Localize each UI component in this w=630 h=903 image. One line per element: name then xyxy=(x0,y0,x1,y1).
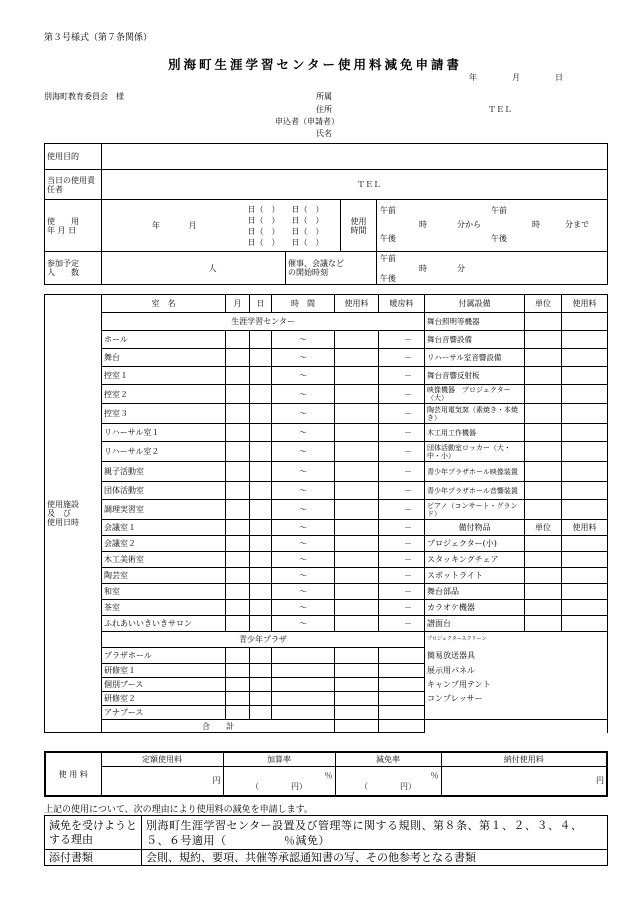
time-cell[interactable]: ～ xyxy=(272,442,335,462)
room-name: プラザホール xyxy=(102,648,226,664)
goods-fee[interactable] xyxy=(562,648,608,664)
facility-header: 暖房料 xyxy=(379,295,425,313)
hour-label-2: 時 xyxy=(532,220,540,229)
goods-fee[interactable] xyxy=(562,568,608,584)
reason-label: 減免を受けようとする理由 xyxy=(45,816,142,850)
empty-cell xyxy=(425,720,608,733)
facility-table xyxy=(44,294,608,733)
time-cell[interactable]: ～ xyxy=(272,424,335,442)
fee-cell[interactable] xyxy=(335,584,379,600)
equipment-fee[interactable] xyxy=(562,462,608,482)
equipment-unit[interactable] xyxy=(525,442,562,462)
section-heading: 生涯学習センター xyxy=(102,313,425,331)
participants-field[interactable] xyxy=(102,252,286,285)
equipment-unit[interactable] xyxy=(525,367,562,385)
to-label: 分まで xyxy=(565,220,589,229)
empty-cell xyxy=(425,706,608,720)
time-cell[interactable]: ～ xyxy=(272,568,335,584)
facility-side-label: 使用施設 及 び 使用日時 xyxy=(45,295,102,733)
room-name: 木工美術室 xyxy=(102,552,226,568)
month-cell[interactable] xyxy=(226,331,250,349)
name-label: 氏名 xyxy=(316,129,332,138)
fixed-fee-field[interactable] xyxy=(101,766,223,796)
month-label: 月 xyxy=(188,221,197,230)
time-cell[interactable]: ～ xyxy=(272,482,335,500)
month-cell[interactable] xyxy=(226,616,250,632)
room-name: 控室１ xyxy=(102,367,226,385)
equipment-unit[interactable] xyxy=(525,331,562,349)
heating-cell[interactable]: － xyxy=(379,482,425,500)
equipment-header: 使用料 xyxy=(562,295,608,313)
time-cell[interactable] xyxy=(272,706,335,720)
fee-header-payable: 納付使用料 xyxy=(441,752,607,766)
fee-cell[interactable] xyxy=(335,349,379,367)
time-cell[interactable] xyxy=(272,664,335,678)
facility-header: 月 xyxy=(226,295,250,313)
people-label: 人 xyxy=(208,263,217,273)
heating-cell[interactable]: － xyxy=(379,552,425,568)
am-label: 午前 xyxy=(380,206,396,215)
form-number: 第３号様式（第７条関係） xyxy=(44,33,153,43)
hour-label-3: 時 xyxy=(419,264,427,273)
equipment-fee[interactable] xyxy=(562,442,608,462)
equipment-name: 舞台音響反射板 xyxy=(425,367,525,385)
goods-name: カラオケ機器 xyxy=(425,600,525,616)
equipment-unit[interactable] xyxy=(525,313,562,331)
participants-label: 参加予定 人 数 xyxy=(45,252,102,285)
facility-header: 使用料 xyxy=(335,295,379,313)
address-label: 住所 xyxy=(316,105,332,114)
manager-field[interactable] xyxy=(102,170,608,200)
applicant-label: 申込者（申請者） xyxy=(275,117,339,126)
goods-unit[interactable] xyxy=(525,692,562,706)
room-name: ふれあいいきいきサロン xyxy=(102,616,226,632)
day-cell[interactable] xyxy=(250,500,272,520)
goods-unit[interactable] xyxy=(525,552,562,568)
month-cell[interactable] xyxy=(226,349,250,367)
goods-name: スタッキングチェア xyxy=(425,552,525,568)
day-cell[interactable] xyxy=(250,678,272,692)
equipment-fee[interactable] xyxy=(562,349,608,367)
room-name: リハーサル室２ xyxy=(102,442,226,462)
month-cell[interactable] xyxy=(226,442,250,462)
surcharge-field[interactable] xyxy=(223,766,335,796)
time-cell[interactable]: ～ xyxy=(272,385,335,404)
month-cell[interactable] xyxy=(226,520,250,536)
month-cell[interactable] xyxy=(226,462,250,482)
fee-cell[interactable] xyxy=(335,678,379,692)
day-cell[interactable] xyxy=(250,462,272,482)
equipment-name: 舞台音響設備 xyxy=(425,331,525,349)
goods-fee[interactable] xyxy=(562,692,608,706)
heating-cell[interactable]: － xyxy=(379,616,425,632)
equipment-fee[interactable] xyxy=(562,482,608,500)
month-cell[interactable] xyxy=(226,584,250,600)
goods-fee[interactable] xyxy=(562,678,608,692)
heating-cell[interactable]: － xyxy=(379,462,425,482)
month-cell[interactable] xyxy=(226,692,250,706)
time-cell[interactable] xyxy=(272,678,335,692)
heating-cell[interactable]: － xyxy=(379,349,425,367)
fee-cell[interactable] xyxy=(335,706,379,720)
day-cell[interactable] xyxy=(250,692,272,706)
fee-cell[interactable] xyxy=(335,692,379,706)
heating-cell[interactable]: － xyxy=(379,424,425,442)
room-name: 団体活動室 xyxy=(102,482,226,500)
fee-header-surcharge: 加算率 xyxy=(223,752,335,766)
reason-text: 別海町生涯学習センター設置及び管理等に関する規則、第８条、第１、２、３、４、５、６号適用（ ％減免） xyxy=(142,816,608,850)
equipment-unit[interactable] xyxy=(525,424,562,442)
equipment-name: 青少年プラザホール音響装置 xyxy=(425,482,525,500)
facility-header: 時 間 xyxy=(272,295,335,313)
room-name: 控室３ xyxy=(102,404,226,424)
goods-name: キャンプ用テント xyxy=(425,678,525,692)
fee-cell[interactable] xyxy=(335,331,379,349)
equipment-unit[interactable] xyxy=(525,500,562,520)
room-name: 会議室１ xyxy=(102,520,226,536)
day-cell[interactable] xyxy=(250,616,272,632)
time-cell[interactable]: ～ xyxy=(272,520,335,536)
equipment-unit[interactable] xyxy=(525,349,562,367)
date-label: 使 用 年 月 日 xyxy=(45,200,102,252)
total-label: 合 計 xyxy=(102,720,335,733)
fee-cell[interactable] xyxy=(335,648,379,664)
goods-unit[interactable] xyxy=(525,568,562,584)
time-cell[interactable]: ～ xyxy=(272,349,335,367)
goods-unit[interactable] xyxy=(525,648,562,664)
purpose-field[interactable] xyxy=(102,144,608,170)
heating-cell[interactable]: － xyxy=(379,404,425,424)
room-name: 個別ブース xyxy=(102,678,226,692)
time-cell[interactable]: ～ xyxy=(272,536,335,552)
day-cell[interactable] xyxy=(250,367,272,385)
equipment-name: ピアノ（コンサート・グランド） xyxy=(425,500,525,520)
goods-unit[interactable] xyxy=(525,632,562,648)
event-start-field[interactable] xyxy=(377,252,608,285)
day-cell[interactable] xyxy=(250,331,272,349)
equipment-fee[interactable] xyxy=(562,404,608,424)
month-cell[interactable] xyxy=(226,648,250,664)
attach-label: 添付書類 xyxy=(45,850,142,866)
heating-cell[interactable] xyxy=(379,692,425,706)
pm-label-3: 午後 xyxy=(380,274,396,283)
fee-cell[interactable] xyxy=(335,404,379,424)
time-cell[interactable]: ～ xyxy=(272,404,335,424)
fee-cell[interactable] xyxy=(335,616,379,632)
day-cell[interactable] xyxy=(250,385,272,404)
fee-cell[interactable] xyxy=(335,568,379,584)
fee-cell[interactable] xyxy=(335,500,379,520)
goods-unit[interactable] xyxy=(525,600,562,616)
from-label: 分から xyxy=(457,220,481,229)
equipment-fee[interactable] xyxy=(562,367,608,385)
facility-header: 室 名 xyxy=(102,295,226,313)
room-name: 調理実習室 xyxy=(102,500,226,520)
heating-cell[interactable]: － xyxy=(379,600,425,616)
heating-cell[interactable]: － xyxy=(379,520,425,536)
time-cell[interactable]: ～ xyxy=(272,331,335,349)
addressee: 別海町教育委員会 様 xyxy=(44,92,124,101)
date-days[interactable] xyxy=(230,200,341,252)
goods-fee[interactable] xyxy=(562,632,608,648)
hour-label: 時 xyxy=(419,220,427,229)
equipment-fee[interactable] xyxy=(562,385,608,404)
goods-fee[interactable] xyxy=(562,664,608,678)
date-year-label: 年 xyxy=(469,73,477,82)
equipment-unit[interactable] xyxy=(525,482,562,500)
room-name: 会議室２ xyxy=(102,536,226,552)
goods-name: スポットライト xyxy=(425,568,525,584)
day-cell[interactable] xyxy=(250,584,272,600)
goods-fee[interactable] xyxy=(562,536,608,552)
day-row: 日（ ） 日（ ） xyxy=(247,237,324,247)
manager-tel-label: ＴＥＬ xyxy=(357,180,381,189)
month-cell[interactable] xyxy=(226,552,250,568)
equipment-header: 使用料 xyxy=(562,520,608,536)
day-cell[interactable] xyxy=(250,536,272,552)
yen-paren-label: （ 円） xyxy=(251,781,307,791)
day-cell[interactable] xyxy=(250,648,272,664)
year-label: 年 xyxy=(152,221,160,230)
time-cell[interactable]: ～ xyxy=(272,600,335,616)
month-cell[interactable] xyxy=(226,568,250,584)
heating-cell[interactable] xyxy=(379,678,425,692)
goods-name: プロジェクター(小) xyxy=(425,536,525,552)
day-cell[interactable] xyxy=(250,552,272,568)
fee-cell[interactable] xyxy=(335,367,379,385)
month-cell[interactable] xyxy=(226,500,250,520)
heating-cell[interactable]: － xyxy=(379,584,425,600)
fee-table xyxy=(44,751,608,797)
statement: 上記の使用について、次の理由により使用料の減免を申請します。 xyxy=(44,805,313,815)
equipment-name: 青少年プラザホール映像装置 xyxy=(425,462,525,482)
equipment-header: 単位 xyxy=(525,520,562,536)
goods-fee[interactable] xyxy=(562,552,608,568)
fee-cell[interactable] xyxy=(335,520,379,536)
day-cell[interactable] xyxy=(250,600,272,616)
equipment-fee[interactable] xyxy=(562,331,608,349)
day-cell[interactable] xyxy=(250,424,272,442)
day-row: 日（ ） 日（ ） xyxy=(247,204,324,214)
time-cell[interactable]: ～ xyxy=(272,367,335,385)
purpose-label: 使用目的 xyxy=(45,144,102,170)
heating-cell[interactable]: － xyxy=(379,442,425,462)
heating-cell[interactable] xyxy=(379,648,425,664)
day-row: 日（ ） 日（ ） xyxy=(247,215,324,225)
fee-cell[interactable] xyxy=(335,600,379,616)
month-cell[interactable] xyxy=(226,404,250,424)
month-cell[interactable] xyxy=(226,706,250,720)
date-year-month[interactable] xyxy=(102,200,230,252)
equipment-fee[interactable] xyxy=(562,424,608,442)
equipment-name: リハーサル室音響設備 xyxy=(425,349,525,367)
reason-table xyxy=(44,815,608,866)
tel-label: ＴＥＬ xyxy=(488,105,512,114)
goods-fee[interactable] xyxy=(562,600,608,616)
day-cell[interactable] xyxy=(250,442,272,462)
date-day-label: 日 xyxy=(555,73,563,82)
fee-cell[interactable] xyxy=(335,462,379,482)
fee-cell[interactable] xyxy=(335,664,379,678)
day-cell[interactable] xyxy=(250,404,272,424)
goods-name: 展示用パネル xyxy=(425,664,525,678)
equipment-unit[interactable] xyxy=(525,404,562,424)
yen-label: 円 xyxy=(212,776,221,786)
section-heading: 青少年プラザ xyxy=(102,632,425,648)
time-cell[interactable] xyxy=(272,648,335,664)
total-fee[interactable] xyxy=(335,720,379,733)
goods-name: 簡易放送器具 xyxy=(425,648,525,664)
goods-name: コンプレッサー xyxy=(425,692,525,706)
room-name: 研修室２ xyxy=(102,692,226,706)
fee-label: 使 用 料 xyxy=(45,752,101,796)
equipment-header: 付属設備 xyxy=(425,295,525,313)
time-cell[interactable]: ～ xyxy=(272,584,335,600)
goods-unit[interactable] xyxy=(525,664,562,678)
time-cell[interactable]: ～ xyxy=(272,616,335,632)
heating-cell[interactable] xyxy=(379,706,425,720)
month-cell[interactable] xyxy=(226,536,250,552)
heating-cell[interactable]: － xyxy=(379,331,425,349)
attach-text: 会則、規約、要項、共催等承認通知書の写、その他参考となる書類 xyxy=(142,850,608,866)
equipment-unit[interactable] xyxy=(525,462,562,482)
heating-cell[interactable]: － xyxy=(379,367,425,385)
room-name: 茶室 xyxy=(102,600,226,616)
goods-unit[interactable] xyxy=(525,584,562,600)
date-month-label: 月 xyxy=(512,73,520,82)
equipment-header: 備付物品 xyxy=(425,520,525,536)
time-cell[interactable]: ～ xyxy=(272,552,335,568)
goods-unit[interactable] xyxy=(525,616,562,632)
month-cell[interactable] xyxy=(226,664,250,678)
month-cell[interactable] xyxy=(226,678,250,692)
goods-unit[interactable] xyxy=(525,536,562,552)
day-cell[interactable] xyxy=(250,664,272,678)
manager-label: 当日の使用責任者 xyxy=(45,170,102,200)
month-cell[interactable] xyxy=(226,385,250,404)
fee-cell[interactable] xyxy=(335,552,379,568)
room-name: 和室 xyxy=(102,584,226,600)
percent-label-2: ％ xyxy=(430,770,439,780)
room-name: ホール xyxy=(102,331,226,349)
affiliation-label: 所属 xyxy=(316,92,332,101)
room-name: 親子活動室 xyxy=(102,462,226,482)
room-name: 陶芸室 xyxy=(102,568,226,584)
heating-cell[interactable] xyxy=(379,664,425,678)
month-cell[interactable] xyxy=(226,600,250,616)
month-cell[interactable] xyxy=(226,482,250,500)
time-cell[interactable]: ～ xyxy=(272,500,335,520)
goods-unit[interactable] xyxy=(525,678,562,692)
percent-label: ％ xyxy=(324,770,333,780)
fee-cell[interactable] xyxy=(335,385,379,404)
month-cell[interactable] xyxy=(226,367,250,385)
yen-paren-label-2: （ 円） xyxy=(360,781,416,791)
heating-cell[interactable]: － xyxy=(379,536,425,552)
room-name: 控室２ xyxy=(102,385,226,404)
pm-label: 午後 xyxy=(380,234,396,243)
page-title: 別海町生涯学習センター使用料減免申請書 xyxy=(167,57,462,72)
fee-cell[interactable] xyxy=(335,424,379,442)
goods-name: プロジェクタースクリーン xyxy=(425,632,525,648)
month-cell[interactable] xyxy=(226,424,250,442)
equipment-name: 陶芸用電気窯（素焼き・本焼き） xyxy=(425,404,525,424)
room-name: 舞台 xyxy=(102,349,226,367)
equipment-name: 映像機器 プロジェクター（大） xyxy=(425,385,525,404)
equipment-header: 単位 xyxy=(525,295,562,313)
yen-label-2: 円 xyxy=(596,776,604,786)
usage-time-label: 使用 時間 xyxy=(341,200,377,252)
day-row: 日（ ） 日（ ） xyxy=(247,226,324,236)
day-cell[interactable] xyxy=(250,520,272,536)
goods-name: 舞台部品 xyxy=(425,584,525,600)
usage-info-table xyxy=(44,143,608,285)
goods-fee[interactable] xyxy=(562,584,608,600)
fee-header-fixed: 定額使用料 xyxy=(101,752,223,766)
day-cell[interactable] xyxy=(250,349,272,367)
equipment-unit[interactable] xyxy=(525,385,562,404)
am-label-3: 午前 xyxy=(380,254,396,263)
equipment-name: 舞台照明等機器 xyxy=(425,313,525,331)
equipment-name: 木工用工作機器 xyxy=(425,424,525,442)
pm-label-2: 午後 xyxy=(491,234,507,243)
fee-header-reduction: 減免率 xyxy=(335,752,441,766)
equipment-fee[interactable] xyxy=(562,313,608,331)
fee-cell[interactable] xyxy=(335,536,379,552)
equipment-name: 団体活動室ロッカー（大・中・小） xyxy=(425,442,525,462)
goods-fee[interactable] xyxy=(562,616,608,632)
day-cell[interactable] xyxy=(250,706,272,720)
minute-label: 分 xyxy=(457,264,465,273)
day-cell[interactable] xyxy=(250,482,272,500)
time-cell[interactable] xyxy=(272,692,335,706)
time-cell[interactable]: ～ xyxy=(272,462,335,482)
reduction-field[interactable] xyxy=(335,766,441,796)
heating-cell[interactable]: － xyxy=(379,500,425,520)
heating-cell[interactable]: － xyxy=(379,385,425,404)
day-cell[interactable] xyxy=(250,568,272,584)
facility-header: 日 xyxy=(250,295,272,313)
room-name: 研修室１ xyxy=(102,664,226,678)
total-heating[interactable] xyxy=(379,720,425,733)
equipment-fee[interactable] xyxy=(562,500,608,520)
payable-fee-field[interactable] xyxy=(441,766,607,796)
am-label-2: 午前 xyxy=(491,206,507,215)
event-start-label: 催事、会議など の開始時刻 xyxy=(286,252,377,285)
goods-name: 譜面台 xyxy=(425,616,525,632)
heating-cell[interactable]: － xyxy=(379,568,425,584)
usage-time-field[interactable] xyxy=(377,200,608,252)
room-name: アナブース xyxy=(102,706,226,720)
fee-cell[interactable] xyxy=(335,482,379,500)
fee-cell[interactable] xyxy=(335,442,379,462)
room-name: リハーサル室１ xyxy=(102,424,226,442)
